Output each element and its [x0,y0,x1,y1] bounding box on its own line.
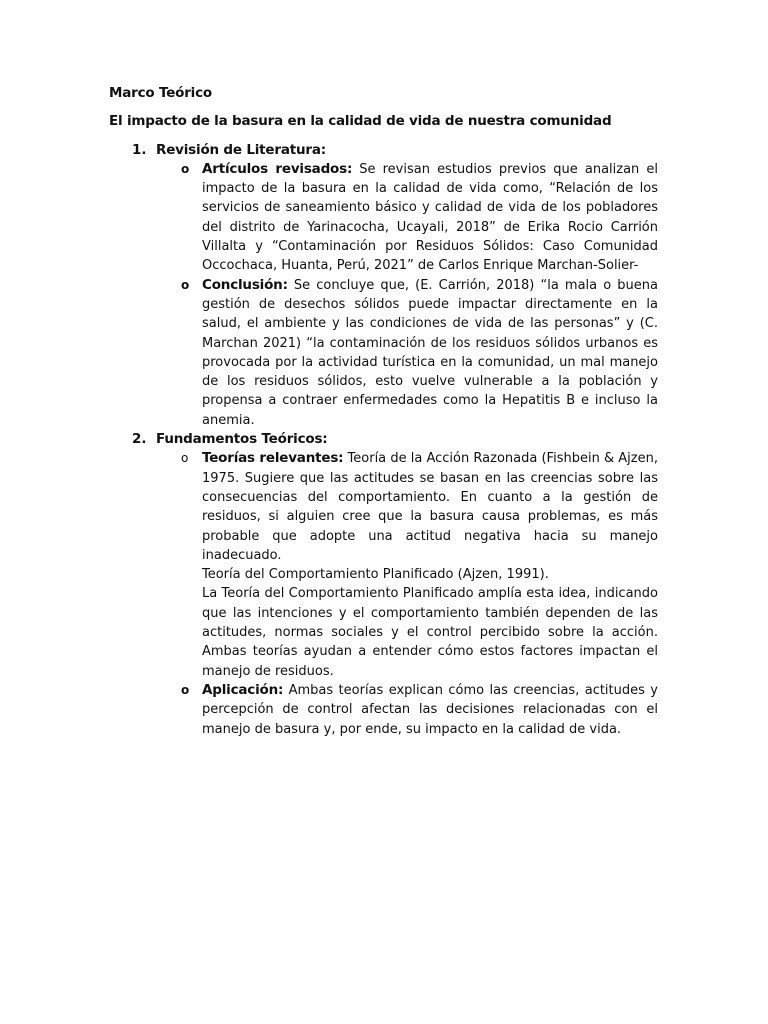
item-paragraph: Teoría del Comportamiento Planificado (Ajzen, 1991). [202,567,549,583]
list-item-articles [156,160,658,276]
section-title: Revisión de Literatura: [156,141,326,158]
item-term: Teorías relevantes: [202,450,344,467]
section-title: Fundamentos Teóricos: [156,431,328,448]
document-title: El impacto de la basura en la calidad de vida de nuestra comunidad [109,113,612,130]
item-paragraph: La Teoría del Comportamiento Planificado amplía esta idea, indicando que las intenciones y el comportamiento también dependen de las actitudes, normas sociales y el control percibido sobre la acción. Ambas teorías ayudan a entender cómo estos factores impactan el manejo de residuos. [202,586,658,679]
item-term: Aplicación: [202,681,284,698]
section-number: 1. [132,141,147,158]
item-term: Artículos revisados: [202,160,353,177]
subsection-list [156,160,658,430]
item-text: Teoría de la Acción Razonada (Fishbein & Ajzen, 1975. Sugiere que las actitudes se basan en las creencias sobre las consecuencias del comportamiento. En cuanto a la gestión de residuos, si alguien cree que la basura causa problemas, es más probable que adopte una actitud negativa hacia su manejo inadecuado. [202,451,658,563]
list-item-conclusion [156,276,658,430]
section-literature-review [109,141,658,430]
item-term: Conclusión: [202,276,288,293]
section-number: 2. [132,431,147,448]
section-theoretical-foundations [109,430,658,739]
item-text: Se revisan estudios previos que analizan el impacto de la basura en la calidad de vida como, “Relación de los servicios de saneamiento básico y calidad de vida de los pobladores del distrito de Yarinacocha, Ucayali, 2018” de Erika Rocio Carrión Villalta y “Contaminación por Residuos Sólidos: Caso Comunidad Occochaca, Huanta, Perú, 2021” de Carlos Enrique Marchan-Solier- [202,161,659,274]
list-item-application [156,681,658,739]
bullet-marker: o [181,682,190,697]
bullet-marker: o [181,451,189,466]
item-text: Ambas teorías explican cómo las creencias, actitudes y percepción de control afectan las decisiones relacionadas con el manejo de basura y, por ende, su impacto en la calidad de vida. [202,682,658,737]
item-text: Se concluye que, (E. Carrión, 2018) “la mala o buena gestión de desechos sólidos puede impactar directamente en la salud, el ambiente y las condiciones de vida de las personas” y (C. Marchan 2021) “la contaminación de los residuos sólidos urbanos es provocada por la actividad turística en la comunidad, un mal manejo de los residuos sólidos, esto vuelve vulnerable a la población y propensa a contraer enfermedades como la Hepatitis B e incluso la anemia. [202,277,659,428]
document-heading: Marco Teórico [109,85,212,101]
document-content [109,84,658,739]
section-list [109,141,658,739]
bullet-marker: o [181,277,190,292]
subsection-list [156,449,658,738]
list-item-relevant-theories [156,449,658,681]
bullet-marker: o [181,161,190,176]
